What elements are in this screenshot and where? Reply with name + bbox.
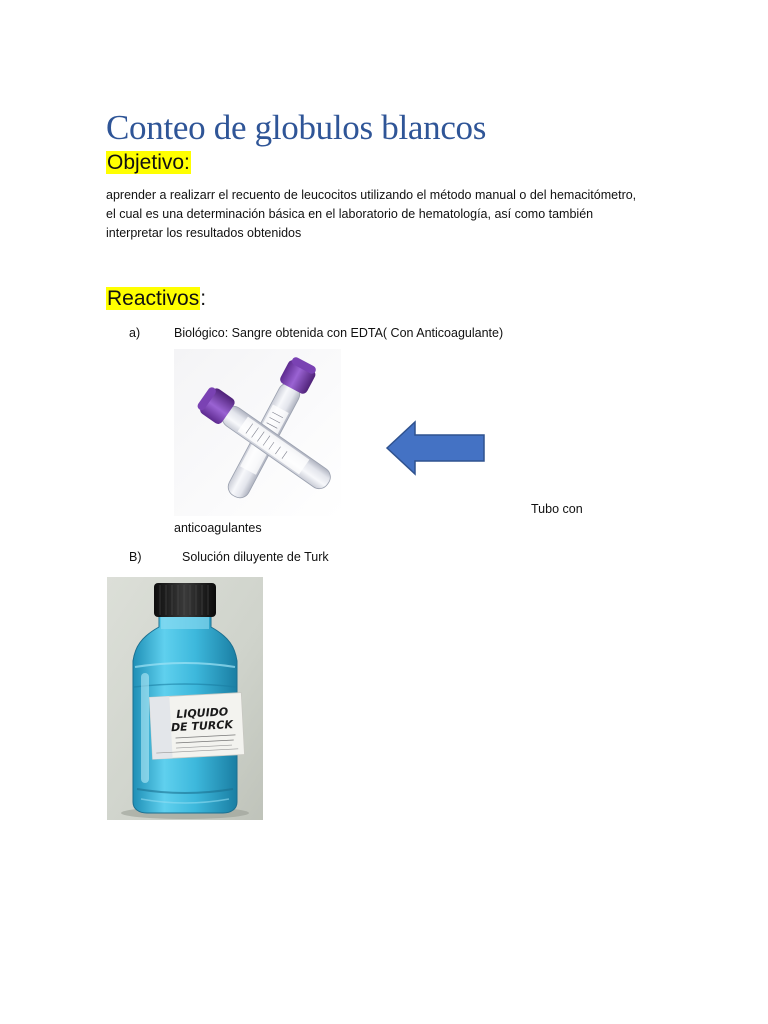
tube-caption-line1: Tubo con <box>531 502 583 516</box>
edta-tubes-image <box>174 349 341 516</box>
bottle-label-line2: DE TURCK <box>170 718 234 735</box>
objective-line: interpretar los resultados obtenidos <box>106 226 302 240</box>
reagents-heading-colon: : <box>200 287 207 310</box>
objective-line: aprender a realizarr el recuento de leucocitos utilizando el método manual o del hemacitómetro, <box>106 188 637 202</box>
turck-bottle-image <box>107 577 263 820</box>
item-a-label: a) <box>129 326 141 340</box>
item-b-label: B) <box>129 550 142 564</box>
objective-heading <box>106 149 191 177</box>
tube-caption-line2: anticoagulantes <box>174 521 262 535</box>
document-title: Conteo de globulos blancos <box>106 108 487 147</box>
edta-tubes-illustration <box>174 349 341 516</box>
bottle-label-line1: LIQUIDO <box>175 705 229 721</box>
reagents-heading <box>106 285 206 313</box>
objective-line: el cual es una determinación básica en el laboratorio de hematología, así como también <box>106 207 594 221</box>
item-b-text: Solución diluyente de Turk <box>182 550 329 564</box>
turck-bottle-illustration <box>107 577 263 820</box>
reagents-heading-text: Reactivos <box>107 287 200 310</box>
objective-paragraph <box>106 186 666 243</box>
left-arrow-icon <box>385 420 485 476</box>
objective-heading-text: Objetivo: <box>107 151 190 174</box>
item-a-text: Biológico: Sangre obtenida con EDTA( Con Anticoagulante) <box>174 326 504 340</box>
